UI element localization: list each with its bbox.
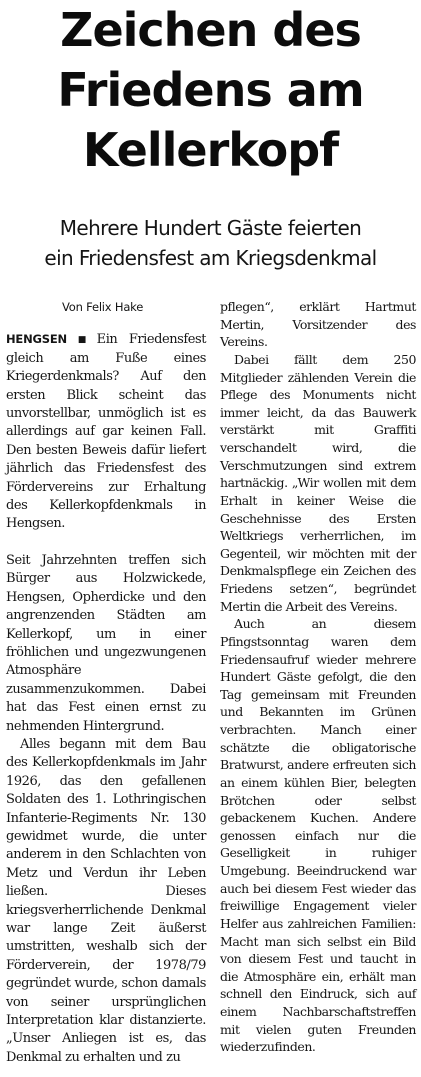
headline-line-1: Zeichen des	[60, 3, 361, 57]
text-column-right	[220, 298, 416, 1056]
subheadline-line-1: Mehrere Hundert Gäste feierten	[59, 216, 362, 240]
text-column-left	[6, 298, 206, 1067]
headline-line-2: Friedens am	[57, 63, 364, 117]
paragraph-intro	[6, 330, 206, 533]
byline: Von Felix Hake	[62, 300, 144, 314]
headline	[0, 0, 421, 180]
dateline: HENGSEN	[6, 332, 67, 347]
paragraph-3-continued: pflegen“, erklärt Hartmut Mertin, Vorsitzender des Vereins.	[220, 299, 416, 350]
subheadline-line-2: ein Friedensfest am Kriegsdenkmal	[44, 246, 377, 270]
paragraph-intro-text: Ein Friedensfest gleich am Fuße eines Kriegerdenkmals? Auf den ersten Blick scheint das unvorstellbar, unmöglich ist es allerdings auf gar keinen Fall. Den besten Beweis dafür liefert jährlich das Friedensfest des Fördervereins zur Erhaltung des Kellerkopfdenkmals in Hengsen.	[6, 332, 206, 532]
bullet-icon: ■	[69, 335, 94, 346]
paragraph-3: Alles begann mit dem Bau des Kellerkopfdenkmals im Jahr 1926, das den gefallenen Soldaten des 1. Lothringischen Infanterie-Regiments Nr. 130 gewidmet wurde, die unter anderem in den Schlachten von Metz und Verdun ihr Leben ließen. Dieses kriegsverherrlichende Denkmal war lange Zeit äußerst umstritten, weshalb sich der Förderverein, der 1978/79 gegründet wurde, schon damals von seiner ursprünglichen Interpretation klar distanzierte. „Unser Anliegen ist es, das Denkmal zu erhalten und zu	[6, 736, 206, 1065]
headline-line-3: Kellerkopf	[82, 123, 339, 177]
paragraph-4: Dabei fällt dem 250 Mitglieder zählenden Verein die Pflege des Monuments nicht immer leicht, da das Bauwerk verstärkt mit Graffiti verschandelt wird, die Verschmutzungen sind extrem hartnäckig. „Wir wollen mit dem Erhalt in keiner Weise die Geschehnisse des Ersten Weltkriegs verherrlichen, im Gegenteil, wir möchten mit der Denkmalspflege ein Zeichen des Friedens setzen“, begründet Mertin die Arbeit des Vereins.	[220, 351, 416, 614]
subheadline	[0, 213, 421, 273]
paragraph-2: Seit Jahrzehnten treffen sich Bürger aus Holzwickede, Hengsen, Opherdicke und den angrenzenden Städten am Kellerkopf, um in einer fröhlichen und ungezwungenen Atmosphäre zusammenzukommen. Dabei hat das Fest einen ernst zu nehmenden Hintergrund.	[6, 552, 206, 734]
paragraph-5: Auch an diesem Pfingstsonntag waren dem Friedensaufruf wieder mehrere Hundert Gäste gefolgt, die den Tag gemeinsam mit Freunden und Bekannten im Grünen verbrachten. Manch einer schätzte die obligatorische Bratwurst, andere erfreuten sich an einem kühlen Bier, belegten Brötchen oder selbst gebackenem Kuchen. Andere genossen einfach nur die Geselligkeit in ruhiger Umgebung. Beeindruckend war auch bei diesem Fest wieder das freiwillige Engagement vieler Helfer aus zahlreichen Familien: Macht man sich selbst ein Bild von diesem Fest und taucht in die Atmosphäre ein, erhält man schnell den Eindruck, sich auf einem Nachbarschaftstreffen mit vielen guten Freunden wiederzufinden.	[220, 616, 416, 1055]
